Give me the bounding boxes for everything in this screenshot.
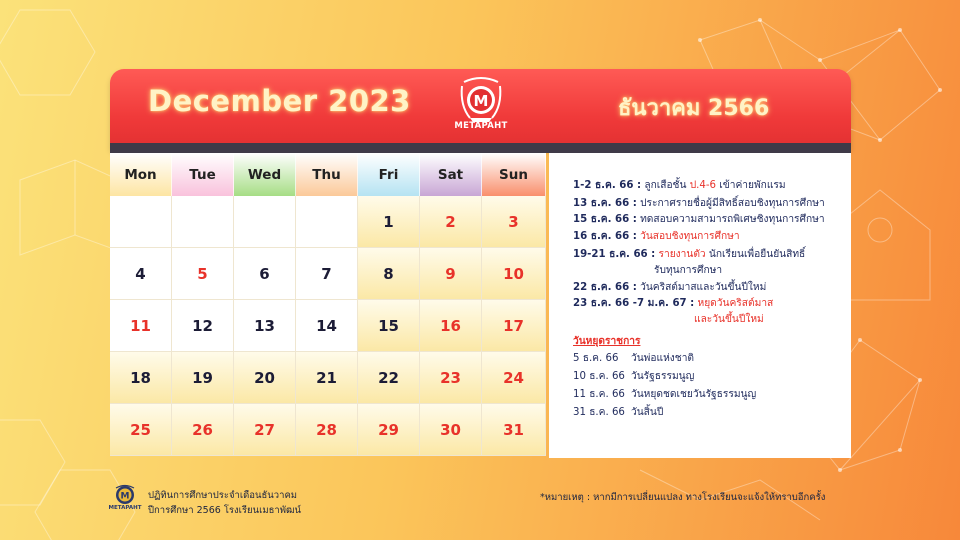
calendar-day-20: 20: [234, 352, 296, 404]
event-item: [654, 262, 722, 278]
footer-logo-text: METAPAHT: [108, 505, 142, 511]
event-text: รับทุนการศึกษา: [654, 265, 723, 276]
event-item: [573, 246, 805, 262]
calendar-day-1: 1: [358, 196, 420, 248]
event-item: [694, 311, 764, 327]
event-red: หยุดวันคริสต์มาส: [697, 298, 774, 309]
calendar-day-empty: [110, 196, 172, 248]
event-date: 23 ธ.ค. 66 -7 ม.ค. 67 :: [573, 298, 695, 309]
calendar-day-22: 22: [358, 352, 420, 404]
svg-text:M: M: [120, 491, 130, 502]
holiday-name: วันพ่อแห่งชาติ: [631, 353, 695, 364]
event-text2: เข้าค่ายพักแรม: [719, 180, 786, 191]
calendar-day-6: 6: [234, 248, 296, 300]
calendar-day-29: 29: [358, 404, 420, 456]
holidays-heading: วันหยุดราชการ: [573, 336, 641, 347]
event-text: ลูกเสือชั้น: [644, 180, 687, 191]
calendar-day-10: 10: [482, 248, 546, 300]
calendar-day-21: 21: [296, 352, 358, 404]
weekday-header-sun: Sun: [482, 153, 546, 196]
calendar-day-13: 13: [234, 300, 296, 352]
month-title-thai: ธันวาคม 2566: [618, 96, 770, 121]
holiday-item: [573, 386, 756, 402]
calendar-day-16: 16: [420, 300, 482, 352]
month-title-english: December 2023: [148, 84, 411, 118]
calendar-day-14: 14: [296, 300, 358, 352]
calendar-day-24: 24: [482, 352, 546, 404]
calendar-day-7: 7: [296, 248, 358, 300]
calendar-day-18: 18: [110, 352, 172, 404]
event-red: รายงานตัว: [658, 249, 706, 260]
events-panel: [549, 153, 851, 458]
holiday-name: วันรัฐธรรมนูญ: [631, 371, 695, 382]
calendar-day-4: 4: [110, 248, 172, 300]
holiday-name: วันสิ้นปี: [631, 407, 664, 418]
calendar-day-28: 28: [296, 404, 358, 456]
calendar-day-15: 15: [358, 300, 420, 352]
event-date: 13 ธ.ค. 66 :: [573, 198, 637, 209]
weekday-header-thu: Thu: [296, 153, 358, 196]
event-red: ป.4-6: [689, 180, 717, 191]
footer-school-info: [148, 488, 301, 518]
calendar-day-11: 11: [110, 300, 172, 352]
event-date: 22 ธ.ค. 66 :: [573, 282, 637, 293]
event-date: 19-21 ธ.ค. 66 :: [573, 249, 656, 260]
weekday-header-tue: Tue: [172, 153, 234, 196]
svg-text:M: M: [473, 92, 489, 110]
footer-line-1: ปฏิทินการศึกษาประจำเดือนธันวาคม: [148, 490, 298, 501]
event-item: [573, 211, 825, 227]
weekday-header-fri: Fri: [358, 153, 420, 196]
weekday-header-mon: Mon: [110, 153, 172, 196]
calendar-day-19: 19: [172, 352, 234, 404]
event-item: [573, 228, 740, 244]
event-red: วันสอบชิงทุนการศึกษา: [640, 231, 740, 242]
calendar-day-27: 27: [234, 404, 296, 456]
holiday-item: [573, 368, 694, 384]
event-date: 15 ธ.ค. 66 :: [573, 214, 637, 225]
calendar-day-26: 26: [172, 404, 234, 456]
event-text: ประกาศรายชื่อผู้มีสิทธิ์สอบชิงทุนการศึกษา: [640, 198, 825, 209]
holiday-date: 11 ธ.ค. 66: [573, 389, 625, 400]
weekday-header-sat: Sat: [420, 153, 482, 196]
calendar-day-empty: [296, 196, 358, 248]
calendar-day-8: 8: [358, 248, 420, 300]
weekday-header-wed: Wed: [234, 153, 296, 196]
calendar-day-5: 5: [172, 248, 234, 300]
event-text: วันคริสต์มาสและวันขึ้นปีใหม่: [640, 282, 767, 293]
event-red: และวันขึ้นปีใหม่: [694, 314, 764, 325]
calendar-day-12: 12: [172, 300, 234, 352]
calendar-day-30: 30: [420, 404, 482, 456]
calendar-day-31: 31: [482, 404, 546, 456]
event-date: 1-2 ธ.ค. 66 :: [573, 180, 642, 191]
logo-text: METAPAHT: [454, 121, 508, 131]
footer-note: *หมายเหตุ : หากมีการเปลี่ยนแปลง ทางโรงเรียนจะแจ้งให้ทราบอีกครั้ง: [540, 492, 826, 503]
header-divider: [110, 143, 851, 153]
holiday-date: 31 ธ.ค. 66: [573, 407, 625, 418]
holiday-date: 5 ธ.ค. 66: [573, 353, 619, 364]
event-item: [573, 295, 773, 311]
holiday-item: [573, 404, 663, 420]
calendar-day-empty: [172, 196, 234, 248]
calendar-day-2: 2: [420, 196, 482, 248]
calendar-day-empty: [234, 196, 296, 248]
holiday-item: [573, 350, 694, 366]
calendar-day-3: 3: [482, 196, 546, 248]
event-item: [573, 177, 786, 193]
event-text2: นักเรียนเพื่อยืนยันสิทธิ์: [708, 249, 806, 260]
footer-line-2: ปีการศึกษา 2566 โรงเรียนเมธาพัฒน์: [148, 505, 302, 516]
calendar-day-25: 25: [110, 404, 172, 456]
holiday-date: 10 ธ.ค. 66: [573, 371, 625, 382]
holiday-name: วันหยุดชดเชยวันรัฐธรรมนูญ: [631, 389, 757, 400]
calendar-day-17: 17: [482, 300, 546, 352]
event-date: 16 ธ.ค. 66 :: [573, 231, 637, 242]
calendar-grid: [110, 153, 546, 458]
event-item: [573, 195, 825, 211]
calendar-day-23: 23: [420, 352, 482, 404]
event-item: [573, 279, 766, 295]
calendar-day-9: 9: [420, 248, 482, 300]
event-text: ทดสอบความสามารถพิเศษชิงทุนการศึกษา: [640, 214, 825, 225]
